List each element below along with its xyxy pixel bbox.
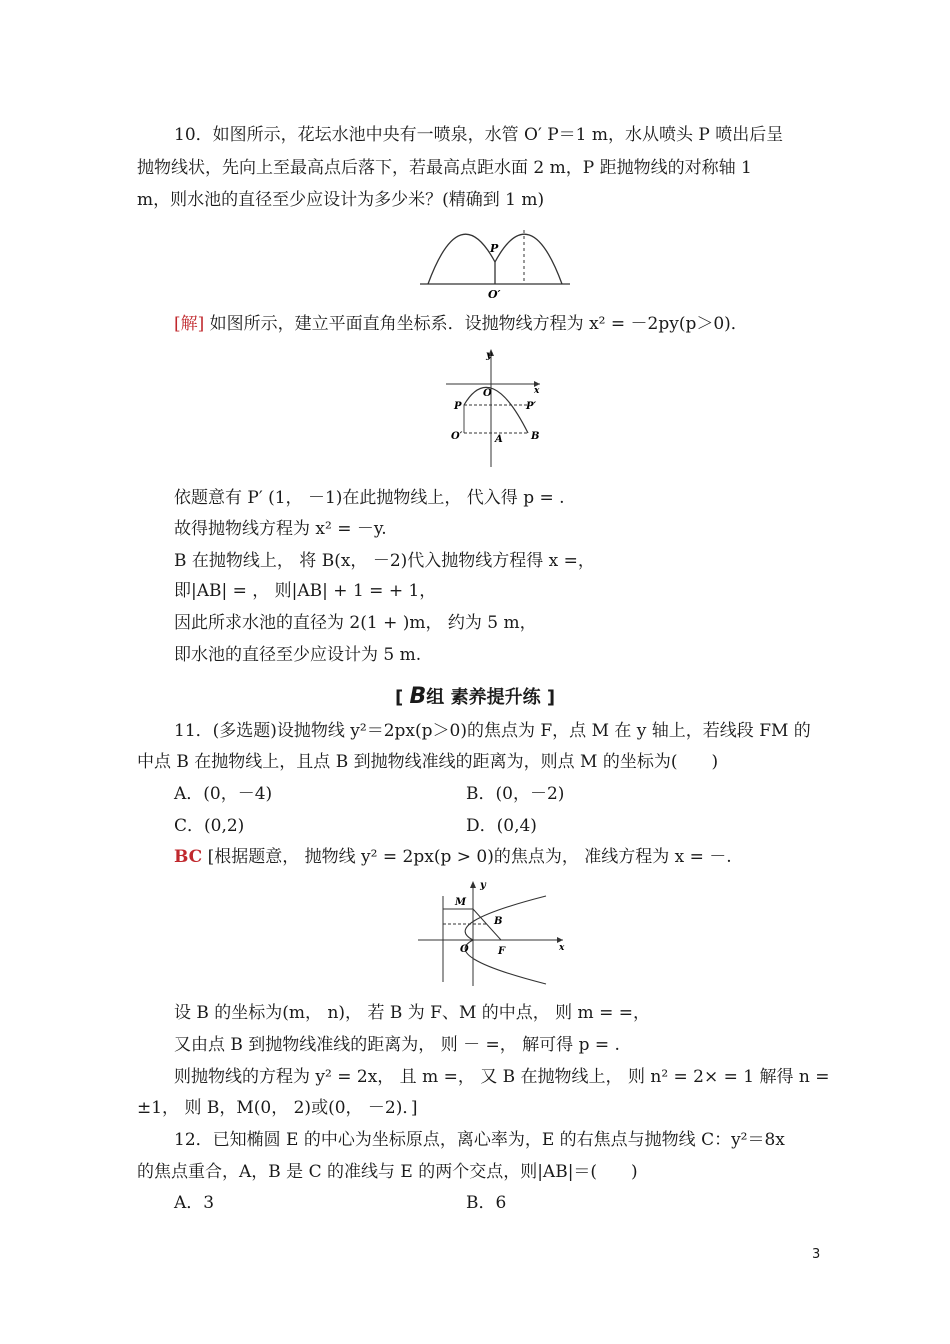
q11-line-2: 中点 B 在抛物线上，且点 B 到抛物线准线的距离为，则点 M 的坐标为( ) [137,752,719,772]
label-o: O [483,388,492,399]
y-axis-arrow [470,881,476,888]
sol10-line-1: [解] 如图所示，建立平面直角坐标系．设抛物线方程为 x² = －2py(p＞0)． [174,314,748,334]
q11-option-a: A．(0，－4) [174,784,273,804]
label-y: y [486,350,492,361]
sol10-line-6: 因此所求水池的直径为 2(1 + )m， 约为 5 m， [174,613,537,633]
sol11-line-1: BC [根据题意， 抛物线 y² = 2px(p > 0)的焦点为， 准线方程为 x = －. [174,847,732,867]
right-parabola [495,234,562,284]
sol10-line-4: B 在抛物线上， 将 B(x， －2)代入抛物线方程得 x =， [174,551,595,571]
group-letter: B [409,684,427,709]
label-p: P [490,242,499,255]
label-a: A [495,434,503,445]
label-o-prime: O′ [451,431,463,442]
label-b: B [531,431,540,442]
sol11-line-3: 又由点 B 到抛物线准线的距离为， 则 － =， 解可得 p = . [174,1035,620,1055]
q11-option-d: D．(0,4) [466,816,537,836]
fountain-figure [420,222,570,302]
solution-tag: [解] [174,314,205,334]
q10-line-3: m，则水池的直径至少应设计为多少米？(精确到 1 m) [137,190,545,210]
sol11-line-2: 设 B 的坐标为(m， n)， 若 B 为 F、M 的中点， 则 m = =， [174,1003,650,1023]
q11-option-b: B．(0，－2) [466,784,565,804]
left-parabola [428,234,495,284]
label-b: B [494,916,503,927]
page-number: 3 [812,1247,821,1262]
sol11-line-4: 则抛物线的方程为 y² = 2x， 且 m =， 又 B 在抛物线上， 则 n² = 2× = 1 解得 n = [174,1067,830,1087]
q12-option-b: B．6 [466,1193,507,1213]
label-o-prime: O′ [488,288,501,301]
q12-line-2: 的焦点重合，A，B 是 C 的准线与 E 的两个交点，则|AB|＝( ) [137,1162,638,1182]
sol10-line-7: 即水池的直径至少应设计为 5 m. [174,645,422,665]
q12-option-a: A．3 [174,1193,215,1213]
q10-line-1: 10．如图所示，花坛水池中央有一喷泉，水管 O′ P＝1 m，水从喷头 P 喷出后呈 [174,125,784,145]
sol11-line-5: ±1， 则 B，M(0， 2)或(0， －2)．] [137,1098,418,1118]
sol10-line-3: 故得抛物线方程为 x² = －y. [174,519,387,539]
section-header: [ B组 素养提升练 ] [395,684,556,709]
sol10-line-5: 即|AB| = ， 则|AB| + 1 = + 1， [174,581,437,601]
label-o: O [460,944,469,955]
q11-line-1: 11．(多选题)设抛物线 y²＝2px(p＞0)的焦点为 F，点 M 在 y 轴上，若线段 FM 的 [174,721,811,741]
q12-line-1: 12．已知椭圆 E 的中心为坐标原点，离心率为，E 的右焦点与抛物线 C：y²＝8x [174,1130,785,1150]
label-p-prime: P′ [526,401,537,412]
label-x: x [559,943,565,953]
label-y: y [480,880,486,891]
coordinate-figure [446,347,546,469]
q10-line-2: 抛物线状，先向上至最高点后落下，若最高点距水面 2 m，P 距抛物线的对称轴 1 [137,158,752,178]
label-m: M [455,897,467,908]
label-x: x [534,386,540,396]
sol10-line-2: 依题意有 P′ (1， －1)在此抛物线上， 代入得 p = . [174,488,565,508]
parabola-figure [418,878,568,988]
label-f: F [498,946,506,957]
label-p: P [454,401,462,412]
q11-option-c: C．(0,2) [174,816,245,836]
parabola [464,387,528,433]
answer-label: BC [174,847,203,867]
